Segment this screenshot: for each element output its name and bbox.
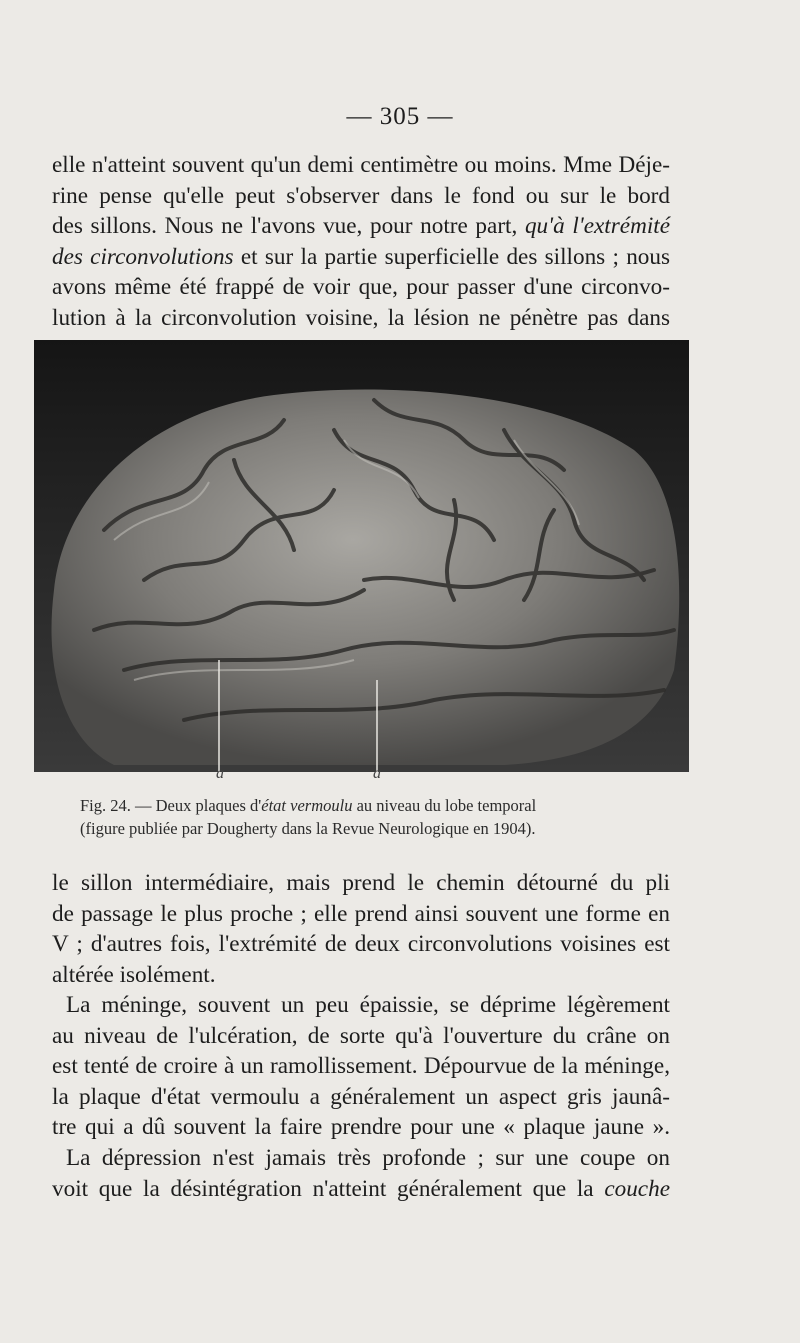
- text-run: des sillons. Nous ne l'avons vue, pour notre part,: [52, 213, 525, 240]
- text-line: [52, 303, 670, 334]
- marker-label-left: a: [216, 765, 224, 782]
- paragraph-bottom-1: [52, 868, 670, 990]
- text-run: V ; d'autres fois, l'extrémité de deux circonvolutions voisines est: [52, 931, 670, 958]
- text-line: [52, 1143, 670, 1174]
- text-run: au niveau de l'ulcération, de sorte qu'à l'ouverture du crâne on: [52, 1022, 670, 1049]
- caption-line-2: (figure publiée par Dougherty dans la Revue Neurologique en 1904).: [80, 819, 536, 838]
- text-line: [52, 960, 670, 991]
- text-line: [52, 150, 670, 181]
- text-line: [52, 990, 670, 1021]
- figure-brain-photo: [34, 340, 689, 772]
- italic-text: qu'à l'extrémité: [524, 213, 670, 240]
- text-line: [52, 929, 670, 960]
- text-line: [52, 1174, 670, 1205]
- text-line: [52, 242, 670, 273]
- text-line: [52, 181, 670, 212]
- text-run: elle n'atteint souvent qu'un demi centimètre ou moins. Mme Déje-: [52, 152, 670, 178]
- brain-photograph: [34, 340, 689, 772]
- text-line: [52, 1051, 670, 1082]
- text-line: [52, 1082, 670, 1113]
- italic-text: couche: [604, 1175, 670, 1202]
- text-run: la plaque d'état vermoulu a généralement un aspect gris jaunâ-: [52, 1083, 670, 1110]
- caption-line-1: Fig. 24. — Deux plaques d'état vermoulu au niveau du lobe temporal: [80, 796, 537, 815]
- text-run: tre qui a dû souvent la faire prendre pour une « plaque jaune ».: [52, 1114, 670, 1141]
- figure-caption: [80, 794, 660, 840]
- text-run: altérée isolément.: [52, 961, 216, 988]
- text-run: le sillon intermédiaire, mais prend le chemin détourné du pli: [52, 870, 670, 896]
- text-line: [52, 1021, 670, 1052]
- text-line: [52, 211, 670, 242]
- text-run: lution à la circonvolution voisine, la lésion ne pénètre pas dans: [52, 304, 670, 331]
- text-line: [52, 272, 670, 303]
- text-line: [52, 868, 670, 899]
- paragraph-bottom-2: [52, 990, 670, 1143]
- paragraph-bottom-3: [52, 1143, 670, 1204]
- marker-label-right: a: [373, 765, 381, 782]
- page-number: — 305 —: [346, 103, 454, 130]
- text-run: La dépression n'est jamais très profonde ; sur une coupe on: [66, 1145, 670, 1171]
- text-run: voit que la désintégration n'atteint généralement que la: [52, 1175, 605, 1202]
- text-run: de passage le plus proche ; elle prend ainsi souvent une forme en: [52, 900, 670, 927]
- italic-text: des circonvolutions: [52, 243, 234, 270]
- paragraph-top: [52, 150, 670, 334]
- text-run: La méninge, souvent un peu épaissie, se déprime légèrement: [66, 992, 670, 1018]
- text-line: [52, 1112, 670, 1143]
- text-run: rine pense qu'elle peut s'observer dans le fond ou sur le bord: [52, 182, 670, 209]
- text-run: et sur la partie superficielle des sillons ; nous: [233, 243, 670, 270]
- text-line: [52, 899, 670, 930]
- text-run: est tenté de croire à un ramollissement. Dépourvue de la méninge,: [52, 1053, 670, 1080]
- text-run: avons même été frappé de voir que, pour passer d'une circonvo-: [52, 274, 670, 301]
